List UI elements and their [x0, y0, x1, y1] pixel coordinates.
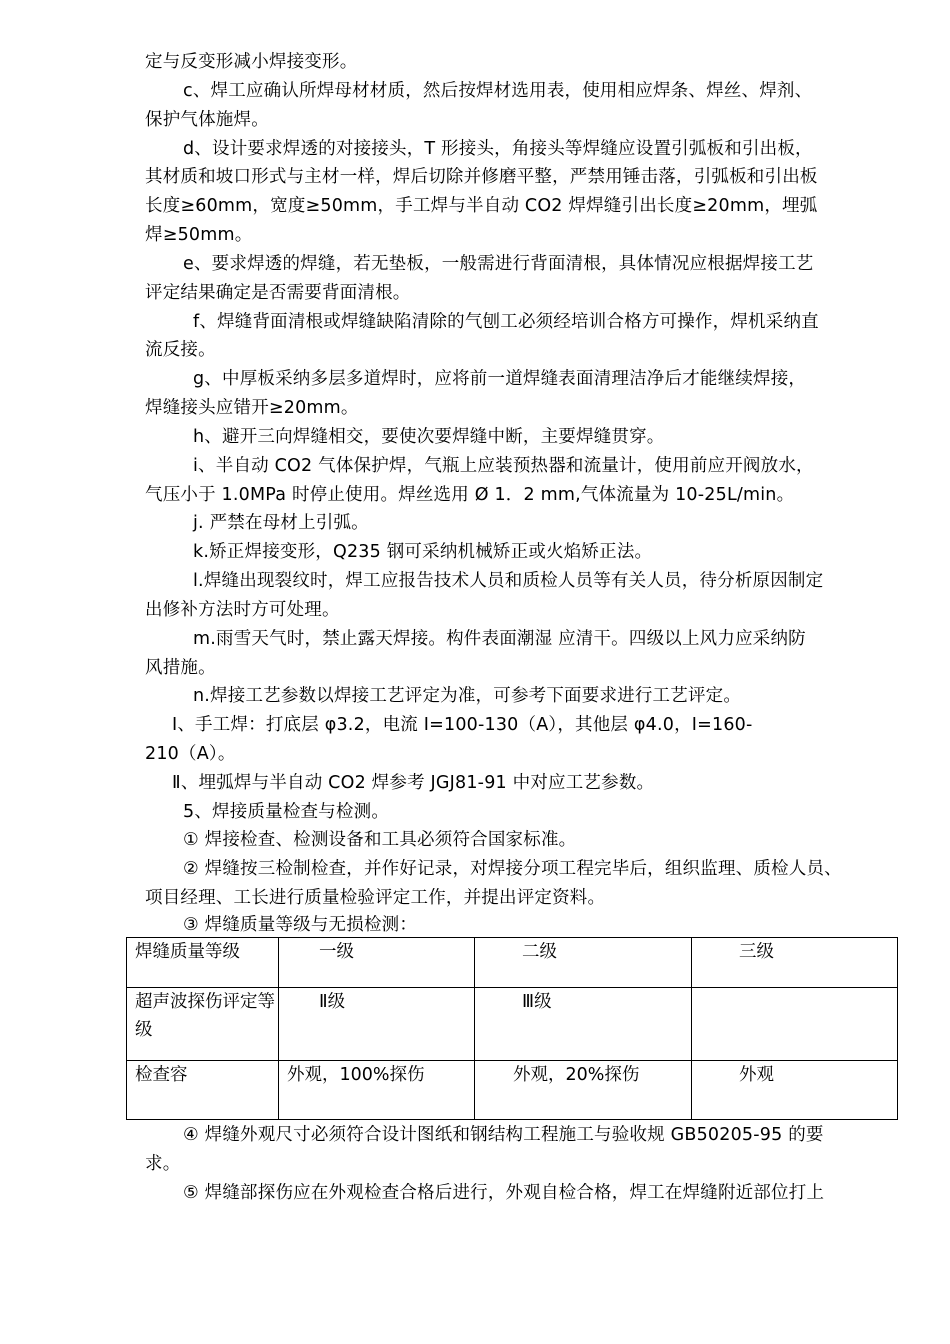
text-line: 焊≥50mm。	[145, 225, 253, 245]
text-line: ⑤ 焊缝部探伤应在外观检查合格后进行，外观自检合格，焊工在焊缝附近部位打上	[183, 1183, 825, 1203]
text-line: h、避开三向焊缝相交，要使次要焊缝中断，主要焊缝贯穿。	[193, 427, 665, 447]
text-line: k.矫正焊接变形，Q235 钢可采纳机械矫正或火焰矫正法。	[193, 542, 653, 562]
text-line: ② 焊缝按三检制检查，并作好记录，对焊接分项工程完毕后，组织监理、质检人员、	[183, 859, 842, 879]
table-cell: 超声波探伤评定等级	[127, 988, 279, 1061]
text-line: e、要求焊透的焊缝，若无垫板，一般需进行背面清根，具体情况应根据焊接工艺	[183, 254, 814, 274]
text-line: 保护气体施焊。	[145, 110, 269, 130]
table-cell: 焊缝质量等级	[127, 938, 279, 988]
text-line: 长度≥60mm，宽度≥50mm，手工焊与半自动 CO2 焊焊缝引出长度≥20mm，埋弧	[145, 196, 818, 216]
table-cell: 检查容	[127, 1061, 279, 1120]
text-line: 评定结果确定是否需要背面清根。	[145, 283, 411, 303]
table-cell: 三级	[692, 938, 898, 988]
text-line: d、设计要求焊透的对接接头，T 形接头，角接头等焊缝应设置引弧板和引出板，	[183, 139, 813, 159]
text-line: 定与反变形减小焊接变形。	[145, 52, 358, 72]
text-line: 210（A）。	[145, 744, 236, 764]
text-line: 风措施。	[145, 658, 216, 678]
text-line: Ⅱ、埋弧焊与半自动 CO2 焊参考 JGJ81-91 中对应工艺参数。	[172, 773, 655, 793]
text-line: c、焊工应确认所焊母材材质，然后按焊材选用表，使用相应焊条、焊丝、焊剂、	[183, 81, 813, 101]
text-line: f、焊缝背面清根或焊缝缺陷清除的气刨工必须经培训合格方可操作，焊机采纳直	[193, 312, 819, 332]
text-line: ① 焊接检查、检测设备和工具必须符合国家标准。	[183, 830, 577, 850]
text-line: i、半自动 CO2 气体保护焊，气瓶上应装预热器和流量计，使用前应开阀放水，	[193, 456, 814, 476]
table-cell: 外观，100%探伤	[279, 1061, 475, 1120]
text-line: 其材质和坡口形式与主材一样，焊后切除并修磨平整，严禁用锤击落，引弧板和引出板	[145, 167, 818, 187]
table-cell: 外观，20%探伤	[475, 1061, 692, 1120]
text-line: 5、焊接质量检查与检测。	[183, 802, 390, 822]
table-cell: 外观	[692, 1061, 898, 1120]
weld-quality-table	[126, 937, 898, 1120]
text-line: 焊缝接头应错开≥20mm。	[145, 398, 359, 418]
text-line: n.焊接工艺参数以焊接工艺评定为准，可参考下面要求进行工艺评定。	[193, 686, 742, 706]
table-cell: Ⅲ级	[475, 988, 692, 1061]
text-line: 项目经理、工长进行质量检验评定工作，并提出评定资料。	[145, 888, 606, 908]
table-row	[127, 938, 898, 988]
text-line: l.焊缝出现裂纹时，焊工应报告技术人员和质检人员等有关人员，待分析原因制定	[193, 571, 824, 591]
table-row	[127, 1061, 898, 1120]
table-cell: 一级	[279, 938, 475, 988]
text-line: 求。	[145, 1154, 181, 1174]
text-line: ④ 焊缝外观尺寸必须符合设计图纸和钢结构工程施工与验收规 GB50205-95 的要	[183, 1125, 824, 1145]
text-line: g、中厚板采纳多层多道焊时，应将前一道焊缝表面清理洁净后才能继续焊接，	[193, 369, 807, 389]
text-line: 气压小于 1.0MPa 时停止使用。焊丝选用 Ø 1．2 mm,气体流量为 10-25L/min。	[145, 485, 795, 505]
table-cell	[692, 988, 898, 1061]
text-line: ③ 焊缝质量等级与无损检测：	[183, 915, 418, 935]
text-line: 出修补方法时方可处理。	[145, 600, 340, 620]
text-line: m.雨雪天气时，禁止露天焊接。构件表面潮湿 应清干。四级以上风力应采纳防	[193, 629, 806, 649]
text-line: 流反接。	[145, 340, 216, 360]
text-line: Ⅰ、手工焊：打底层 φ3.2，电流 I=100-130（A），其他层 φ4.0，I=160-	[172, 715, 753, 735]
table-cell: Ⅱ级	[279, 988, 475, 1061]
table-cell: 二级	[475, 938, 692, 988]
text-line: j. 严禁在母材上引弧。	[193, 513, 369, 533]
table-row	[127, 988, 898, 1061]
